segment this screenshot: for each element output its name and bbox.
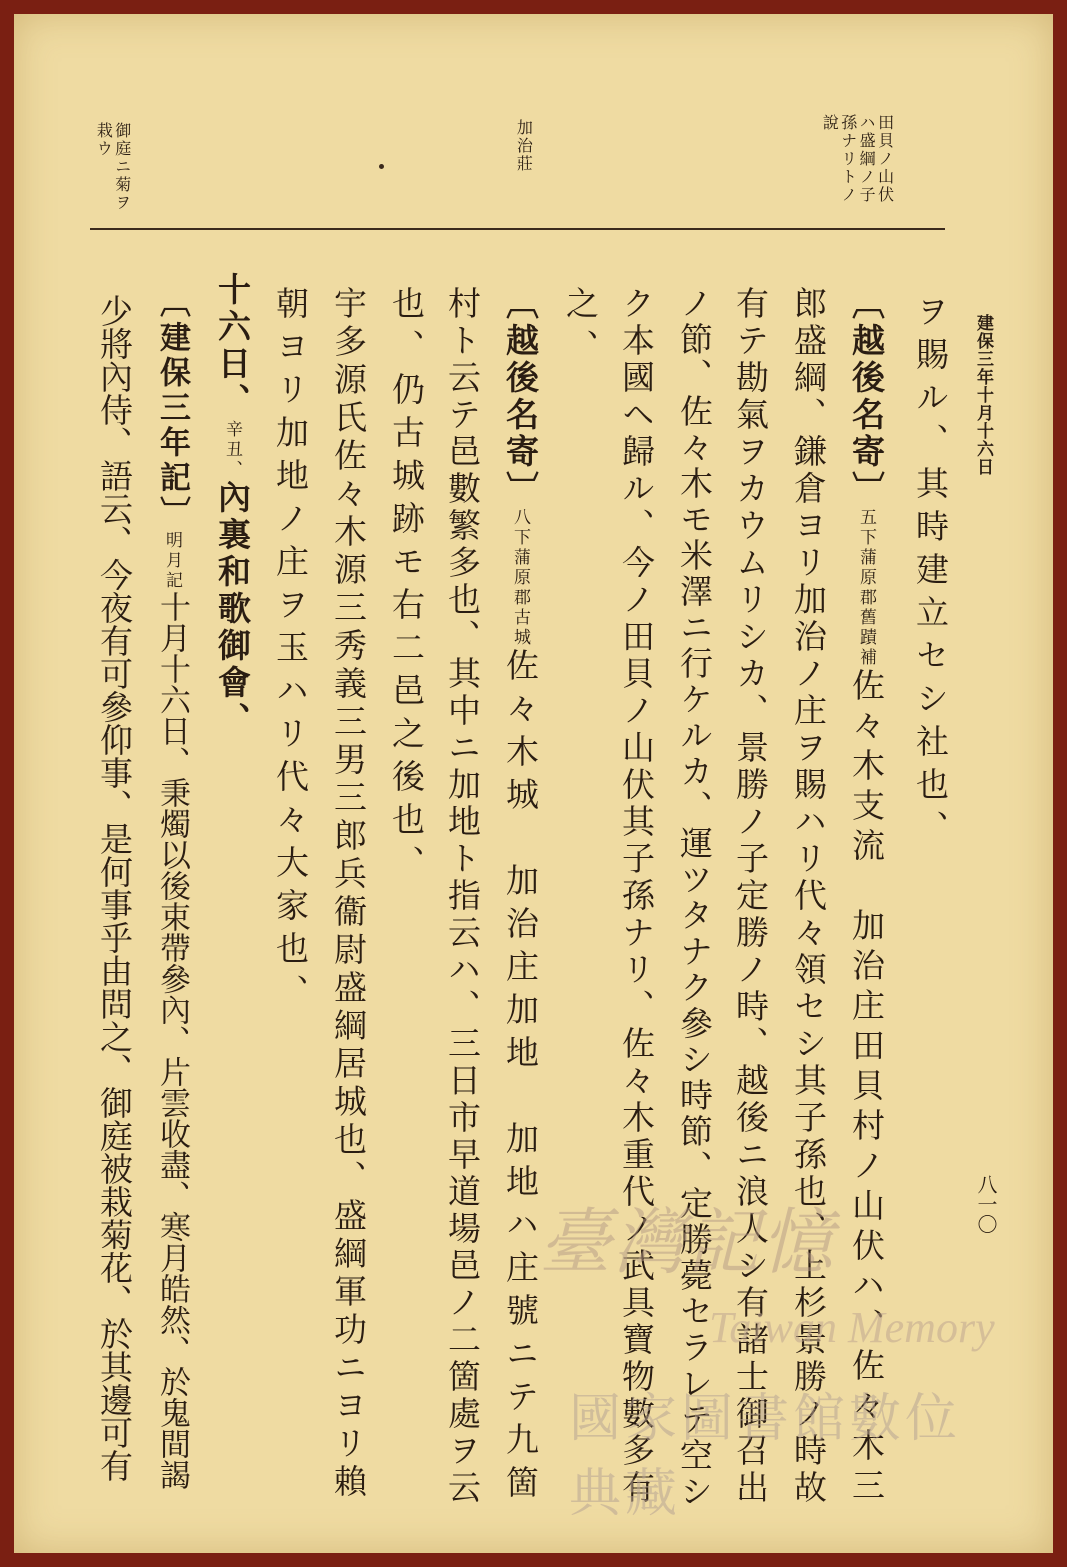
text-column-5: ノ節、佐々木モ米澤ニ行ケルカ、運ツタナク參シ時節、定勝薨セラレテ空シ: [675, 286, 714, 1510]
text-column-10: 也、仍古城跡モ右二邑之後也、: [387, 286, 426, 888]
text-column-6: ク本國ヘ歸ル、今ノ田貝ノ山伏其子孫ナリ、佐々木重代ノ武具寶物數多有: [617, 286, 656, 1507]
text-column-2: [847, 286, 886, 1508]
text-column-13: [213, 272, 252, 739]
watermark-logo-chars: 臺灣記憶: [539, 1200, 836, 1284]
text-column-8: [501, 286, 540, 1508]
column-text: 佐々木支流 加治庄田貝村ノ山伏ハ、佐々木三: [847, 668, 886, 1508]
citation-bracket: 〔越後名寄〕: [847, 286, 886, 508]
text-column-7: 之、: [561, 286, 600, 372]
margin-note-kiku: 御庭ニ菊ヲ栽ウ: [94, 122, 132, 212]
text-column-9: 村ト云テ邑數繁多也、其中ニ加地ト指云ハ、三日市早道場邑ノ二箇處ヲ云: [443, 286, 482, 1507]
text-column-3: 郎盛綱、鎌倉ヨリ加治ノ庄ヲ賜ハリ代々領セシ其子孫也、上杉景勝ノ時故: [789, 286, 828, 1507]
text-column-12: 朝ヨリ加地ノ庄ヲ玉ハリ代々大家也、: [271, 286, 310, 1017]
watermark: [539, 1184, 1009, 1524]
citation-bracket: 〔越後名寄〕: [501, 286, 540, 508]
text-column-15: 少將內侍、語云、今夜有可參仰事、是何事乎由問之、御庭被栽菊花、於其邊可有: [95, 294, 134, 1482]
citation-note: 五下蒲原郡: [856, 508, 876, 608]
header-rule: [90, 228, 945, 230]
text-column-1: ヲ賜ル、其時建立セシ社也、: [911, 294, 950, 853]
citation-note: 明月記: [162, 531, 182, 591]
column-text: 十月十六日、秉燭以後束帶參內、片雲收盡、寒月皓然、於鬼間謁: [154, 591, 190, 1490]
event-heading: 內裏和歌御會、: [213, 480, 252, 739]
margin-note-kaji: 加治莊: [514, 119, 534, 173]
section-label: 舊蹟: [856, 608, 876, 648]
superscript-note: 補: [856, 648, 876, 668]
citation-bracket: 〔建保三年記〕: [154, 286, 190, 531]
section-label: 古城: [510, 608, 530, 648]
page-number: 八一〇: [974, 1174, 998, 1234]
citation-note: 八下蒲原郡: [510, 508, 530, 608]
ink-speck: [379, 164, 384, 169]
column-text: 佐々木城 加治庄加地 加地ハ庄號ニテ九箇: [501, 648, 540, 1508]
sexagenary-day: 辛丑、: [222, 420, 242, 480]
text-column-11: 宇多源氏佐々木源三秀義三男三郎兵衞尉盛綱居城也、盛綱軍功ニヨリ賴: [329, 286, 368, 1502]
text-column-14: [154, 286, 190, 1490]
margin-note-sannbushi: 田貝ノ山伏ハ盛綱ノ子孫ナリトノ說: [820, 114, 895, 204]
text-column-4: 有テ勘氣ヲカウムリシカ、景勝ノ子定勝ノ時、越後ニ浪人シ有諸士御召出: [731, 286, 770, 1507]
watermark-logo-english: Taiwan Memory: [709, 1303, 995, 1352]
watermark-institution: 國家圖書館數位典藏: [569, 1389, 962, 1524]
running-header: 建保三年十月十六日: [973, 314, 993, 476]
document-page: [14, 14, 1053, 1553]
day-heading: 十六日、: [213, 272, 252, 420]
